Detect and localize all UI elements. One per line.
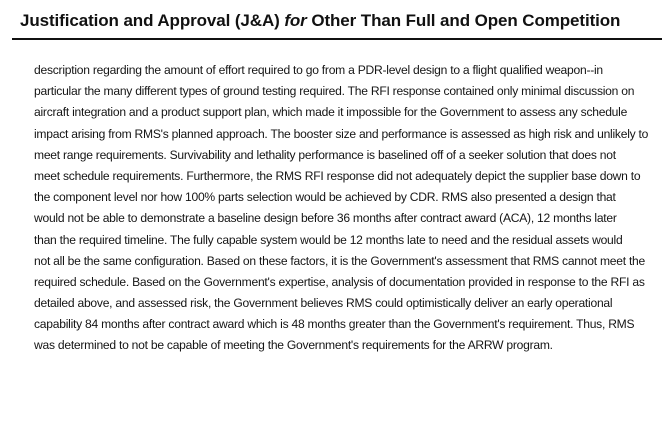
title-part-1: Justification and Approval (J&A): [20, 11, 285, 30]
title-italic-word: for: [284, 11, 307, 30]
paragraph-line: meet schedule requirements. Furthermore, the RMS RFI response did not adequately depict the supplier base down to: [34, 168, 641, 183]
page-title: [20, 10, 620, 32]
paragraph-line: not all be the same configuration. Based on these factors, it is the Government's assessment that RMS cannot meet the: [34, 253, 646, 268]
paragraph-line: would not be able to demonstrate a baseline design before 36 months after contract award (ACA), 12 months later: [34, 211, 617, 226]
page-header: [12, 10, 662, 40]
body-paragraph: [34, 60, 656, 357]
paragraph-line: aircraft integration and a product support plan, which made it impossible for the Government to assess any schedule: [34, 105, 628, 120]
paragraph-line: detailed above, and assessed risk, the Government believes RMS could optimistically deliver an early operational: [34, 296, 613, 311]
paragraph-line: impact arising from RMS's planned approach. The booster size and performance is assessed as high risk and unlikely to: [34, 126, 649, 141]
paragraph-line: was determined to not be capable of meeting the Government's requirements for the ARRW program.: [34, 338, 553, 353]
paragraph-line: than the required timeline. The fully capable system would be 12 months late to need and the residual assets would: [34, 232, 623, 247]
paragraph-line: the component level nor how 100% parts selection would be achieved by CDR. RMS also presented a design that: [34, 190, 616, 205]
paragraph-line: meet range requirements. Survivability and lethality performance is baselined off of a seeker solution that does not: [34, 147, 616, 162]
paragraph-line: required schedule. Based on the Government's expertise, analysis of documentation provided in response to the RFI as: [34, 274, 645, 289]
paragraph-line: capability 84 months after contract award which is 48 months greater than the Government's requirement. Thus, RMS: [34, 317, 635, 332]
paragraph-line: description regarding the amount of effort required to go from a PDR-level design to a flight qualified weapon--in: [34, 63, 603, 77]
paragraph-line: particular the many different types of ground testing required. The RFI response contained only minimal discussion on: [34, 84, 635, 99]
title-part-2: Other Than Full and Open Competition: [306, 11, 621, 30]
